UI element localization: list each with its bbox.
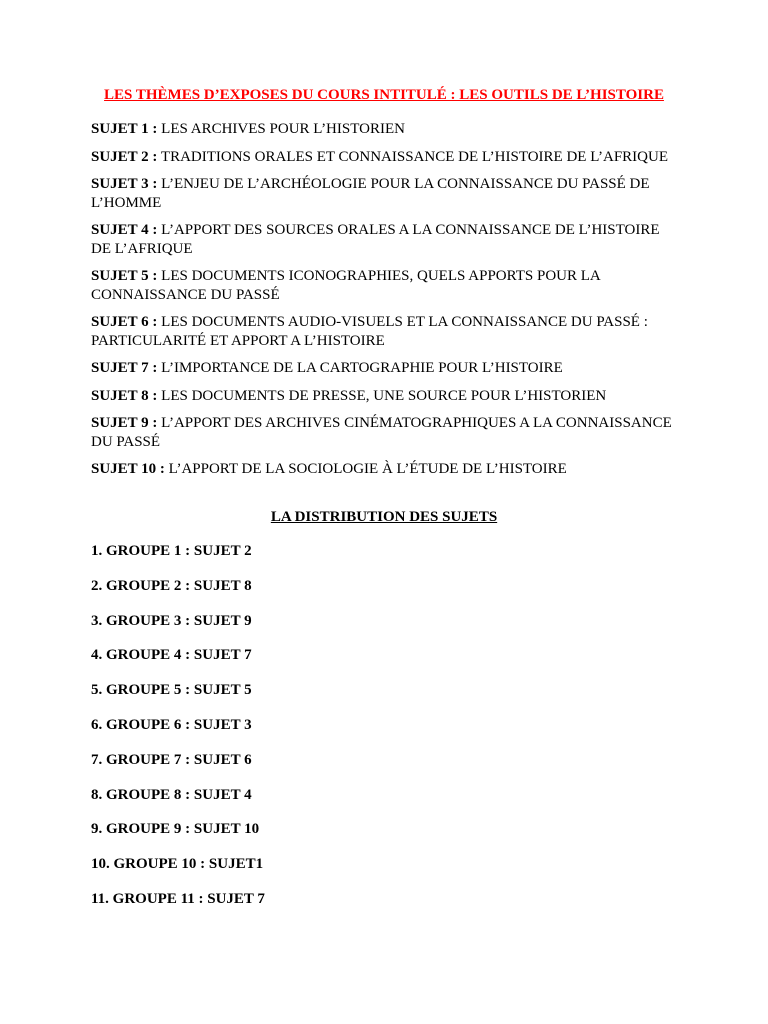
subject-label: SUJET 3 : [91, 176, 158, 192]
group-item: 2. GROUPE 2 : SUJET 8 [91, 577, 252, 594]
subject-item [91, 267, 681, 304]
subject-text: LES DOCUMENTS DE PRESSE, UNE SOURCE POUR L’HISTORIEN [157, 387, 607, 404]
subject-label: SUJET 4 : [91, 222, 158, 238]
subject-text: L’IMPORTANCE DE LA CARTOGRAPHIE POUR L’HISTOIRE [157, 360, 563, 376]
subject-item [91, 221, 681, 258]
subject-item [91, 387, 681, 406]
subject-text: L’APPORT DES ARCHIVES CINÉMATOGRAPHIQUES A LA CONNAISSANCE DU PASSÉ [91, 415, 672, 450]
subject-label: SUJET 2 : [91, 148, 158, 165]
subject-text: LES DOCUMENTS AUDIO-VISUELS ET LA CONNAISSANCE DU PASSÉ : PARTICULARITÉ ET APPORT A L’HISTOIRE [91, 314, 648, 349]
group-item: 5. GROUPE 5 : SUJET 5 [91, 682, 252, 699]
group-item: 7. GROUPE 7 : SUJET 6 [91, 751, 252, 768]
group-item: 8. GROUPE 8 : SUJET 4 [91, 786, 252, 803]
subject-label: SUJET 8 : [91, 387, 158, 404]
group-item: 3. GROUPE 3 : SUJET 9 [91, 612, 252, 629]
subject-text: TRADITIONS ORALES ET CONNAISSANCE DE L’HISTOIRE DE L’AFRIQUE [157, 148, 668, 165]
subject-text: LES DOCUMENTS ICONOGRAPHIES, QUELS APPORTS POUR LA CONNAISSANCE DU PASSÉ [91, 268, 600, 303]
subject-label: SUJET 1 : [91, 121, 158, 137]
subject-item [91, 148, 681, 167]
group-item: 9. GROUPE 9 : SUJET 10 [91, 821, 260, 838]
document-title: LES THÈMES D’EXPOSES DU COURS INTITULÉ : LES OUTILS DE L’HISTOIRE [104, 87, 664, 103]
subject-label: SUJET 10 : [91, 461, 165, 477]
group-item: 11. GROUPE 11 : SUJET 7 [91, 890, 265, 907]
subject-label: SUJET 5 : [91, 268, 158, 284]
subject-text: LES ARCHIVES POUR L’HISTORIEN [157, 121, 405, 137]
group-item: 10. GROUPE 10 : SUJET1 [91, 856, 264, 873]
subject-item [91, 460, 681, 479]
subject-label: SUJET 7 : [91, 360, 158, 376]
group-item: 6. GROUPE 6 : SUJET 3 [91, 716, 252, 733]
distribution-title: LA DISTRIBUTION DES SUJETS [270, 509, 498, 525]
subject-item [91, 313, 681, 350]
group-item: 1. GROUPE 1 : SUJET 2 [91, 543, 252, 559]
group-item: 4. GROUPE 4 : SUJET 7 [91, 647, 252, 664]
subject-item [91, 120, 681, 139]
subject-label: SUJET 6 : [91, 314, 158, 330]
subject-item [91, 175, 681, 212]
subject-item [91, 414, 681, 451]
subject-label: SUJET 9 : [91, 415, 158, 431]
subject-text: L’ENJEU DE L’ARCHÉOLOGIE POUR LA CONNAISSANCE DU PASSÉ DE L’HOMME [91, 176, 650, 211]
groups-list [91, 542, 591, 925]
subjects-list [91, 120, 681, 488]
subject-text: L’APPORT DE LA SOCIOLOGIE À L’ÉTUDE DE L’HISTOIRE [164, 461, 567, 477]
subject-item [91, 359, 681, 378]
subject-text: L’APPORT DES SOURCES ORALES A LA CONNAISSANCE DE L’HISTOIRE DE L’AFRIQUE [91, 222, 660, 257]
